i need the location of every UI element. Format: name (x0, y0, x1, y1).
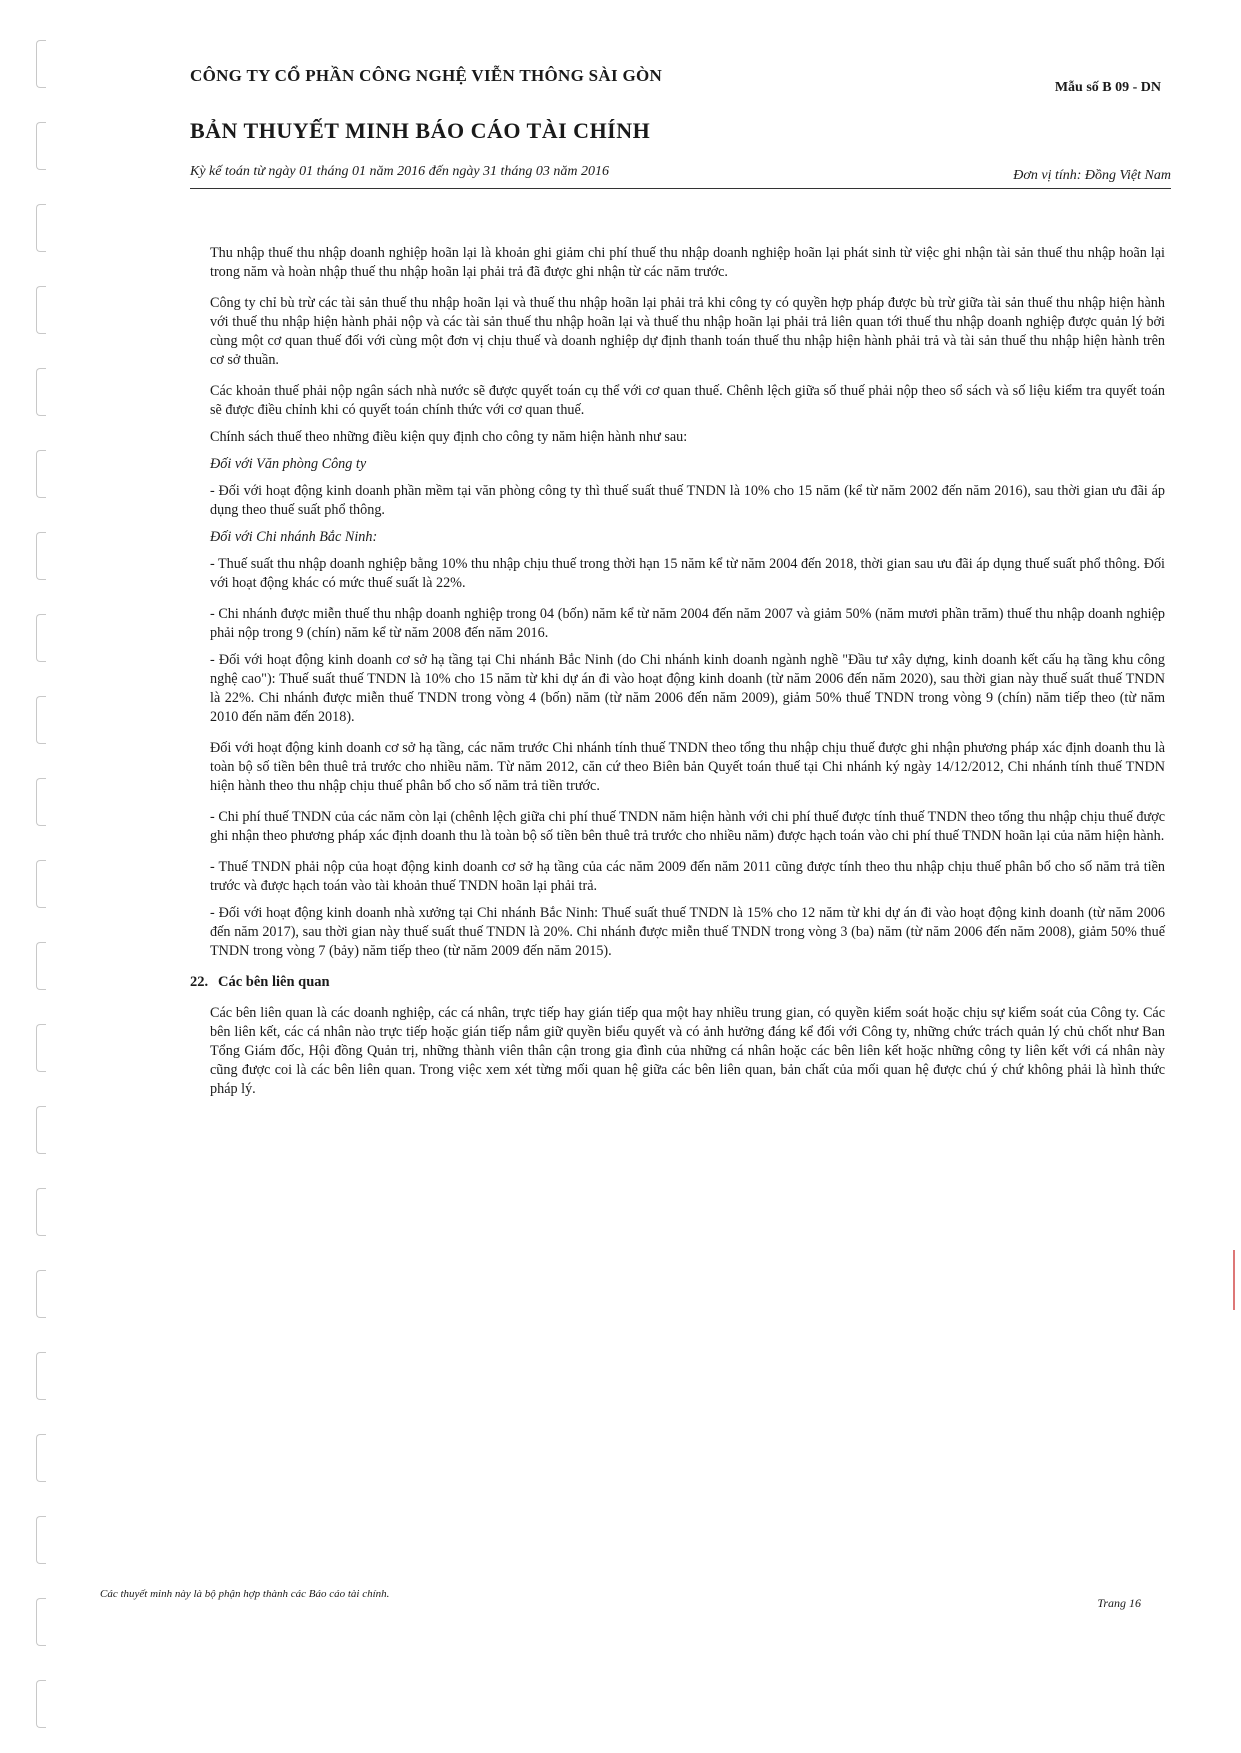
binder-hole (36, 1352, 46, 1400)
paragraph-deferred-income: Thu nhập thuế thu nhập doanh nghiệp hoãn lại là khoản ghi giảm chi phí thuế thu nhập doanh nghiệp hoãn lại phát sinh từ việc ghi nhận tài sản thuế thu nhập hoãn lại trong năm và hoàn nhập thuế thu nhập hoãn lại phải trả đã được ghi nhận từ các năm trước. (210, 245, 1165, 280)
binder-hole (36, 450, 46, 498)
binder-hole (36, 368, 46, 416)
binder-hole (36, 1516, 46, 1564)
binder-hole (36, 1188, 46, 1236)
paragraph-tax-policy-intro: Chính sách thuế theo những điều kiện quy định cho công ty năm hiện hành như sau: (210, 429, 688, 445)
binder-hole (36, 204, 46, 252)
edge-stain (1233, 1250, 1235, 1310)
paragraph-deferred-expense: - Chi phí thuế TNDN của các năm còn lại (chênh lệch giữa chi phí thuế TNDN năm hiện hành với chi phí thuế được tính thuế TNDN theo tổng thu nhập chịu thuế được ghi nhận theo phương pháp xác định doanh thu là toàn bộ số tiền bên thuê trả trước cho nhiều năm) được hạch toán vào chi phí thuế TNDN hoãn lại của năm hiện hành. (210, 809, 1165, 844)
binder-hole (36, 614, 46, 662)
paragraph-related-parties: Các bên liên quan là các doanh nghiệp, các cá nhân, trực tiếp hay gián tiếp qua một hay nhiều trung gian, có quyền kiểm soát hoặc chịu sự kiểm soát của Công ty. Các bên liên kết, các cá nhân nào trực tiếp hoặc gián tiếp nắm giữ quyền biểu quyết và có ảnh hưởng đáng kể đối với Công ty, những chức trách quản lý chủ chốt như Ban Tổng Giám đốc, Hội đồng Quản trị, những thành viên thân cận trong gia đình của những cá nhân hoặc các bên liên kết hoặc những công ty liên kết với cá nhân này cũng được coi là các bên liên quan. Trong việc xem xét từng mối quan hệ giữa các bên liên quan, bản chất của mối quan hệ được chú ý chứ không phải là hình thức pháp lý. (210, 1005, 1165, 1097)
form-code: Mẫu số B 09 - DN (1054, 80, 1161, 95)
section-title: Các bên liên quan (218, 974, 330, 990)
paragraph-infrastructure-2009-2011: - Thuế TNDN phải nộp của hoạt động kinh doanh cơ sở hạ tầng của các năm 2009 đến năm 2011 cũng được tính theo thu nhập chịu thuế phân bổ cho số năm trả tiền trước và được hạch toán vào tài khoản thuế TNDN hoãn lại phải trả. (210, 859, 1165, 894)
paragraph-branch-rate: - Thuế suất thu nhập doanh nghiệp bằng 10% thu nhập chịu thuế trong thời hạn 15 năm kể từ năm 2004 đến 2018, thời gian sau ưu đãi áp dụng thuế suất phổ thông. Đối với hoạt động khác có mức thuế suất là 22%. (210, 556, 1165, 591)
page-number: Trang 16 (1097, 1596, 1141, 1610)
paragraph-factory: - Đối với hoạt động kinh doanh nhà xưởng tại Chi nhánh Bắc Ninh: Thuế suất thuế TNDN là 15% cho 12 năm từ khi dự án đi vào hoạt động kinh doanh (từ năm 2006 đến năm 2017), sau thời gian này thuế suất thuế TNDN là 20%. Chi nhánh được miễn thuế TNDN trong vòng 3 (ba) năm (từ năm 2006 đến năm 2008), giảm 50% thuế TNDN trong vòng 7 (bảy) năm tiếp theo (từ năm 2009 đến năm 2015). (210, 905, 1165, 959)
paragraph-offsetting: Công ty chỉ bù trừ các tài sản thuế thu nhập hoãn lại và thuế thu nhập hoãn lại phải trả khi công ty có quyền hợp pháp được bù trừ giữa tài sản thuế thu nhập hiện hành với thuế thu nhập hiện hành phải nộp và các tài sản thuế thu nhập hoãn lại và thuế thu nhập hoãn lại phải trả liên quan tới thuế thu nhập doanh nghiệp được quản lý bởi cùng một cơ quan thuế đối với cùng một đơn vị chịu thuế và doanh nghiệp dự định thanh toán thuế thu nhập hiện hành phải trả và tài sản thuế thu nhập hiện hành trên cơ sở thuần. (210, 295, 1165, 368)
company-name: CÔNG TY CỔ PHẦN CÔNG NGHỆ VIỄN THÔNG SÀI GÒN (190, 66, 663, 85)
subheading-head-office: Đối với Văn phòng Công ty (210, 456, 367, 472)
header-divider (190, 188, 1171, 189)
currency-unit: Đơn vị tính: Đồng Việt Nam (1013, 168, 1171, 183)
paragraph-infrastructure: - Đối với hoạt động kinh doanh cơ sở hạ tầng tại Chi nhánh Bắc Ninh (do Chi nhánh kinh doanh ngành nghề "Đầu tư xây dựng, kinh doanh kết cấu hạ tầng khu công nghệ cao"): Thuế suất thuế TNDN là 10% cho 15 năm từ khi dự án đi vào hoạt động kinh doanh (từ năm 2006 đến năm 2020), sau thời gian này thuế suất thuế TNDN là 22%. Chi nhánh được miễn thuế TNDN trong vòng 4 (bốn) năm (từ năm 2006 đến năm 2009), giảm 50% thuế TNDN trong vòng 9 (chín) năm tiếp theo (từ năm 2010 đến năm đến 2018). (210, 652, 1165, 725)
binder-hole (36, 778, 46, 826)
binder-hole (36, 942, 46, 990)
notes-body (190, 244, 1165, 1111)
binder-hole (36, 1270, 46, 1318)
binder-hole (36, 1434, 46, 1482)
paragraph-infrastructure-method: Đối với hoạt động kinh doanh cơ sở hạ tầng, các năm trước Chi nhánh tính thuế TNDN theo tổng thu nhập chịu thuế được ghi nhận phương pháp xác định doanh thu là toàn bộ số tiền bên thuê trả trước cho nhiều năm. Từ năm 2012, căn cứ theo Biên bản Quyết toán thuế tại Chi nhánh ký ngày 14/12/2012, Chi nhánh tính thuế TNDN hiện hành theo thu nhập chịu thuế phân bổ cho số năm trả tiền trước. (210, 740, 1165, 794)
subheading-bac-ninh-branch: Đối với Chi nhánh Bắc Ninh: (210, 529, 378, 545)
footer-note: Các thuyết minh này là bộ phận hợp thành các Báo cáo tài chính. (100, 1588, 390, 1600)
section-22-heading (190, 973, 1165, 992)
binder-hole (36, 286, 46, 334)
binder-hole (36, 532, 46, 580)
paragraph-software-rate: - Đối với hoạt động kinh doanh phần mềm tại văn phòng công ty thì thuế suất thuế TNDN là 10% cho 15 năm (kể từ năm 2002 đến năm 2016), sau thời gian ưu đãi áp dụng theo thuế suất phổ thông. (210, 483, 1165, 518)
paragraph-tax-settlement: Các khoản thuế phải nộp ngân sách nhà nước sẽ được quyết toán cụ thể với cơ quan thuế. Chênh lệch giữa số thuế phải nộp theo sổ sách và số liệu kiểm tra quyết toán sẽ được điều chỉnh khi có quyết toán chính thức với cơ quan thuế. (210, 383, 1165, 418)
reporting-period: Kỳ kế toán từ ngày 01 tháng 01 năm 2016 đến ngày 31 tháng 03 năm 2016 (190, 164, 610, 179)
binder-hole (36, 1598, 46, 1646)
report-title: BẢN THUYẾT MINH BÁO CÁO TÀI CHÍNH (190, 118, 651, 143)
binder-hole (36, 696, 46, 744)
binder-hole (36, 1106, 46, 1154)
binder-hole (36, 1024, 46, 1072)
section-number: 22. (190, 974, 209, 990)
binder-hole (36, 1680, 46, 1728)
binder-hole (36, 40, 46, 88)
binder-holes (36, 0, 50, 1753)
binder-hole (36, 860, 46, 908)
paragraph-branch-exemption: - Chi nhánh được miễn thuế thu nhập doanh nghiệp trong 04 (bốn) năm kể từ năm 2004 đến năm 2007 và giảm 50% (năm mươi phần trăm) thuế thu nhập doanh nghiệp phải nộp trong 9 (chín) năm kể từ năm 2008 đến năm 2016. (210, 606, 1165, 641)
binder-hole (36, 122, 46, 170)
